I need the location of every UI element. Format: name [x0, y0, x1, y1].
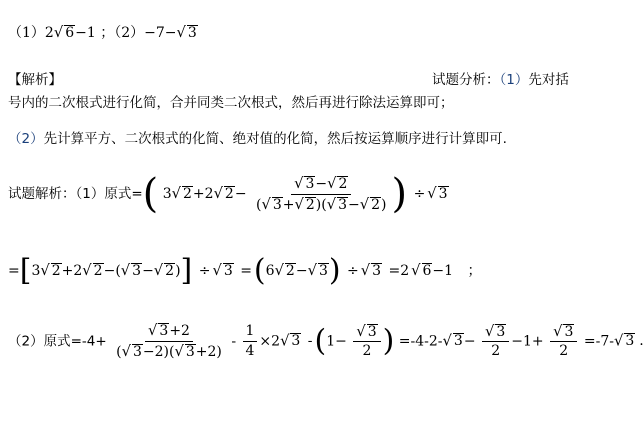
- l3-final: =-7-: [583, 333, 614, 350]
- l2-op: −: [142, 263, 154, 279]
- answer-part1-tail: −1: [75, 25, 96, 41]
- analysis-text-2: 先计算平方、二次根式的化简、绝对值的化简，然后按运算顺序进行计算即可.: [43, 131, 507, 147]
- l2-div: ÷: [198, 263, 211, 279]
- l2-eq-2: =: [240, 263, 252, 279]
- l1-coef: 3: [162, 186, 172, 202]
- analysis-label: 试题分析：: [432, 72, 500, 88]
- answer-part2-radicand: 3: [187, 25, 197, 41]
- l1-minus: −: [234, 186, 247, 202]
- l3-num-tail: +2: [169, 323, 190, 339]
- l3-f5-num-rad: 3: [564, 323, 574, 340]
- l3-f2-den: 4: [245, 342, 255, 359]
- l1-plus: +2: [192, 186, 214, 202]
- l2-eq: =: [8, 263, 20, 279]
- l3-result-op: −: [463, 333, 476, 350]
- l2-minus: −: [103, 263, 116, 279]
- analysis-heading: 【解析】: [8, 72, 62, 88]
- l2-result-tail: −1: [432, 263, 454, 279]
- answer-line: （1）2√ 6−1 ；（2）−7−√ 3: [8, 24, 197, 41]
- solution-line-2: =[3√ 2+2√ 2−(√ 3−√ 2)] ÷ √ 3 =(6√ 2−√ 3) ÷ √ 3 =2 √ 6−1 ；: [8, 253, 482, 288]
- l2-paren-op: −: [295, 263, 308, 279]
- solution-line-1: 试题解析：（1）原式=( 3√ 2+2√ 2− $\frac{√ 3-√ 2}{(√ 3+√ 2)(√ 3-√ 2)}$ ) ÷ √ 3: [8, 171, 448, 217]
- analysis-label-row: [432, 68, 569, 88]
- analysis-text-1b: 号内的二次根式进行化简，合并同类二次根式，然后再进行除法运算即可；: [8, 95, 454, 111]
- l1-divisor-rad: 3: [438, 186, 448, 202]
- l1-num-rad-1: 3: [305, 175, 315, 192]
- l3-result-rad: 3: [453, 333, 463, 350]
- answer-part1-radicand: 6: [65, 25, 75, 41]
- analysis-marker-2: （2）: [8, 131, 44, 147]
- l2-rad-4: 2: [165, 263, 175, 279]
- l2-rad-2: 2: [93, 263, 103, 279]
- l3-den-rad-1: 3: [132, 343, 142, 360]
- l3-lead: （2）原式=-4+: [8, 333, 107, 350]
- l3-den-op-2: +2: [195, 343, 217, 360]
- l2-paren-coef: 6: [265, 263, 275, 279]
- l3-final-rad: 3: [625, 333, 635, 350]
- answer-separator: ；（2）: [100, 25, 145, 41]
- l3-fraction-4: $\frac{√ 3}{2}$: [482, 323, 509, 361]
- l3-den-op-1: −2: [142, 343, 164, 360]
- l3-f4-den: 2: [491, 343, 501, 360]
- l2-eq-3: =2: [388, 263, 410, 279]
- answer-part2-lead: −7−: [144, 25, 177, 41]
- answer-part1-label: （1）: [8, 25, 45, 41]
- l3-result-tail: −1+: [511, 333, 544, 350]
- l2-plus: +2: [61, 263, 83, 279]
- l2-div-2: ÷: [347, 263, 359, 279]
- l2-semicolon: ；: [467, 263, 482, 279]
- l3-end: .: [639, 333, 644, 350]
- analysis-text-1a: 先对括: [528, 72, 569, 88]
- answer-part1-coef: 2: [44, 25, 54, 41]
- l3-f3-num-rad: 3: [367, 323, 377, 340]
- l3-fraction-1: $\frac{√ 3+2}{(√ 3-2)(√ 3+2)}$: [116, 322, 222, 360]
- solution-heading: 试题解析：（1）原式=: [8, 186, 143, 202]
- l3-result-lead: =-4-2-: [398, 333, 443, 350]
- solution-line-3: （2）原式=-4+ $\frac{√ 3+2}{(√ 3-2)(√ 3+2)}$ - $\frac{1}{4}$ ×2√ 3 -(1− $\frac{√ 3}{2}$ ) =-4-2-√ 3− $\frac{√ 3}{2}$ −1+ $\frac{√ 3}{2}$ =-7-√ 3 .: [8, 322, 644, 360]
- l2-rad-1: 2: [51, 263, 61, 279]
- l3-f5-den: 2: [559, 343, 569, 360]
- l3-minus-2: -: [307, 333, 313, 350]
- l1-den-rad-4: 2: [371, 196, 381, 213]
- l3-fraction-2: [243, 323, 258, 360]
- l1-num-op: −: [315, 175, 328, 192]
- l1-num-rad-2: 2: [338, 175, 348, 192]
- l1-rad-2: 2: [224, 186, 234, 202]
- l2-paren-rad-2: 3: [318, 263, 328, 279]
- l2-result-rad: 6: [422, 263, 432, 279]
- l3-f4-num-rad: 3: [496, 323, 506, 340]
- l2-divisor-rad: 3: [223, 263, 233, 279]
- l3-times: ×2: [259, 333, 281, 350]
- l1-den-rad-2: 2: [305, 196, 315, 213]
- l3-f3-den: 2: [362, 343, 372, 360]
- l2-rad-3: 3: [132, 263, 142, 279]
- analysis-marker-1: （1）: [499, 72, 529, 88]
- l3-times-rad: 3: [291, 333, 301, 350]
- l1-fraction: $\frac{√ 3-√ 2}{(√ 3+√ 2)(√ 3-√ 2)}$: [256, 174, 387, 213]
- l1-den-rad-3: 3: [338, 196, 348, 213]
- l1-den-op-2: −: [348, 196, 360, 213]
- analysis-part2: [8, 127, 507, 147]
- l2-divisor-rad-2: 3: [372, 263, 382, 279]
- l3-minus-1: -: [231, 333, 237, 350]
- l1-den-op-1: +: [282, 196, 295, 213]
- l3-num-rad: 3: [159, 323, 169, 339]
- l1-den-rad-1: 3: [272, 196, 282, 213]
- l2-coef: 3: [31, 263, 41, 279]
- l3-fraction-5: $\frac{√ 3}{2}$: [550, 323, 577, 361]
- l3-den-rad-2: 3: [185, 343, 195, 360]
- l1-div: ÷: [413, 186, 426, 202]
- l3-f2-num: 1: [243, 323, 258, 342]
- l3-abs-lead: 1−: [326, 333, 347, 350]
- l2-paren-rad-1: 2: [285, 263, 295, 279]
- l3-fraction-3: $\frac{√ 3}{2}$: [353, 323, 380, 361]
- l1-rad-1: 2: [183, 186, 192, 202]
